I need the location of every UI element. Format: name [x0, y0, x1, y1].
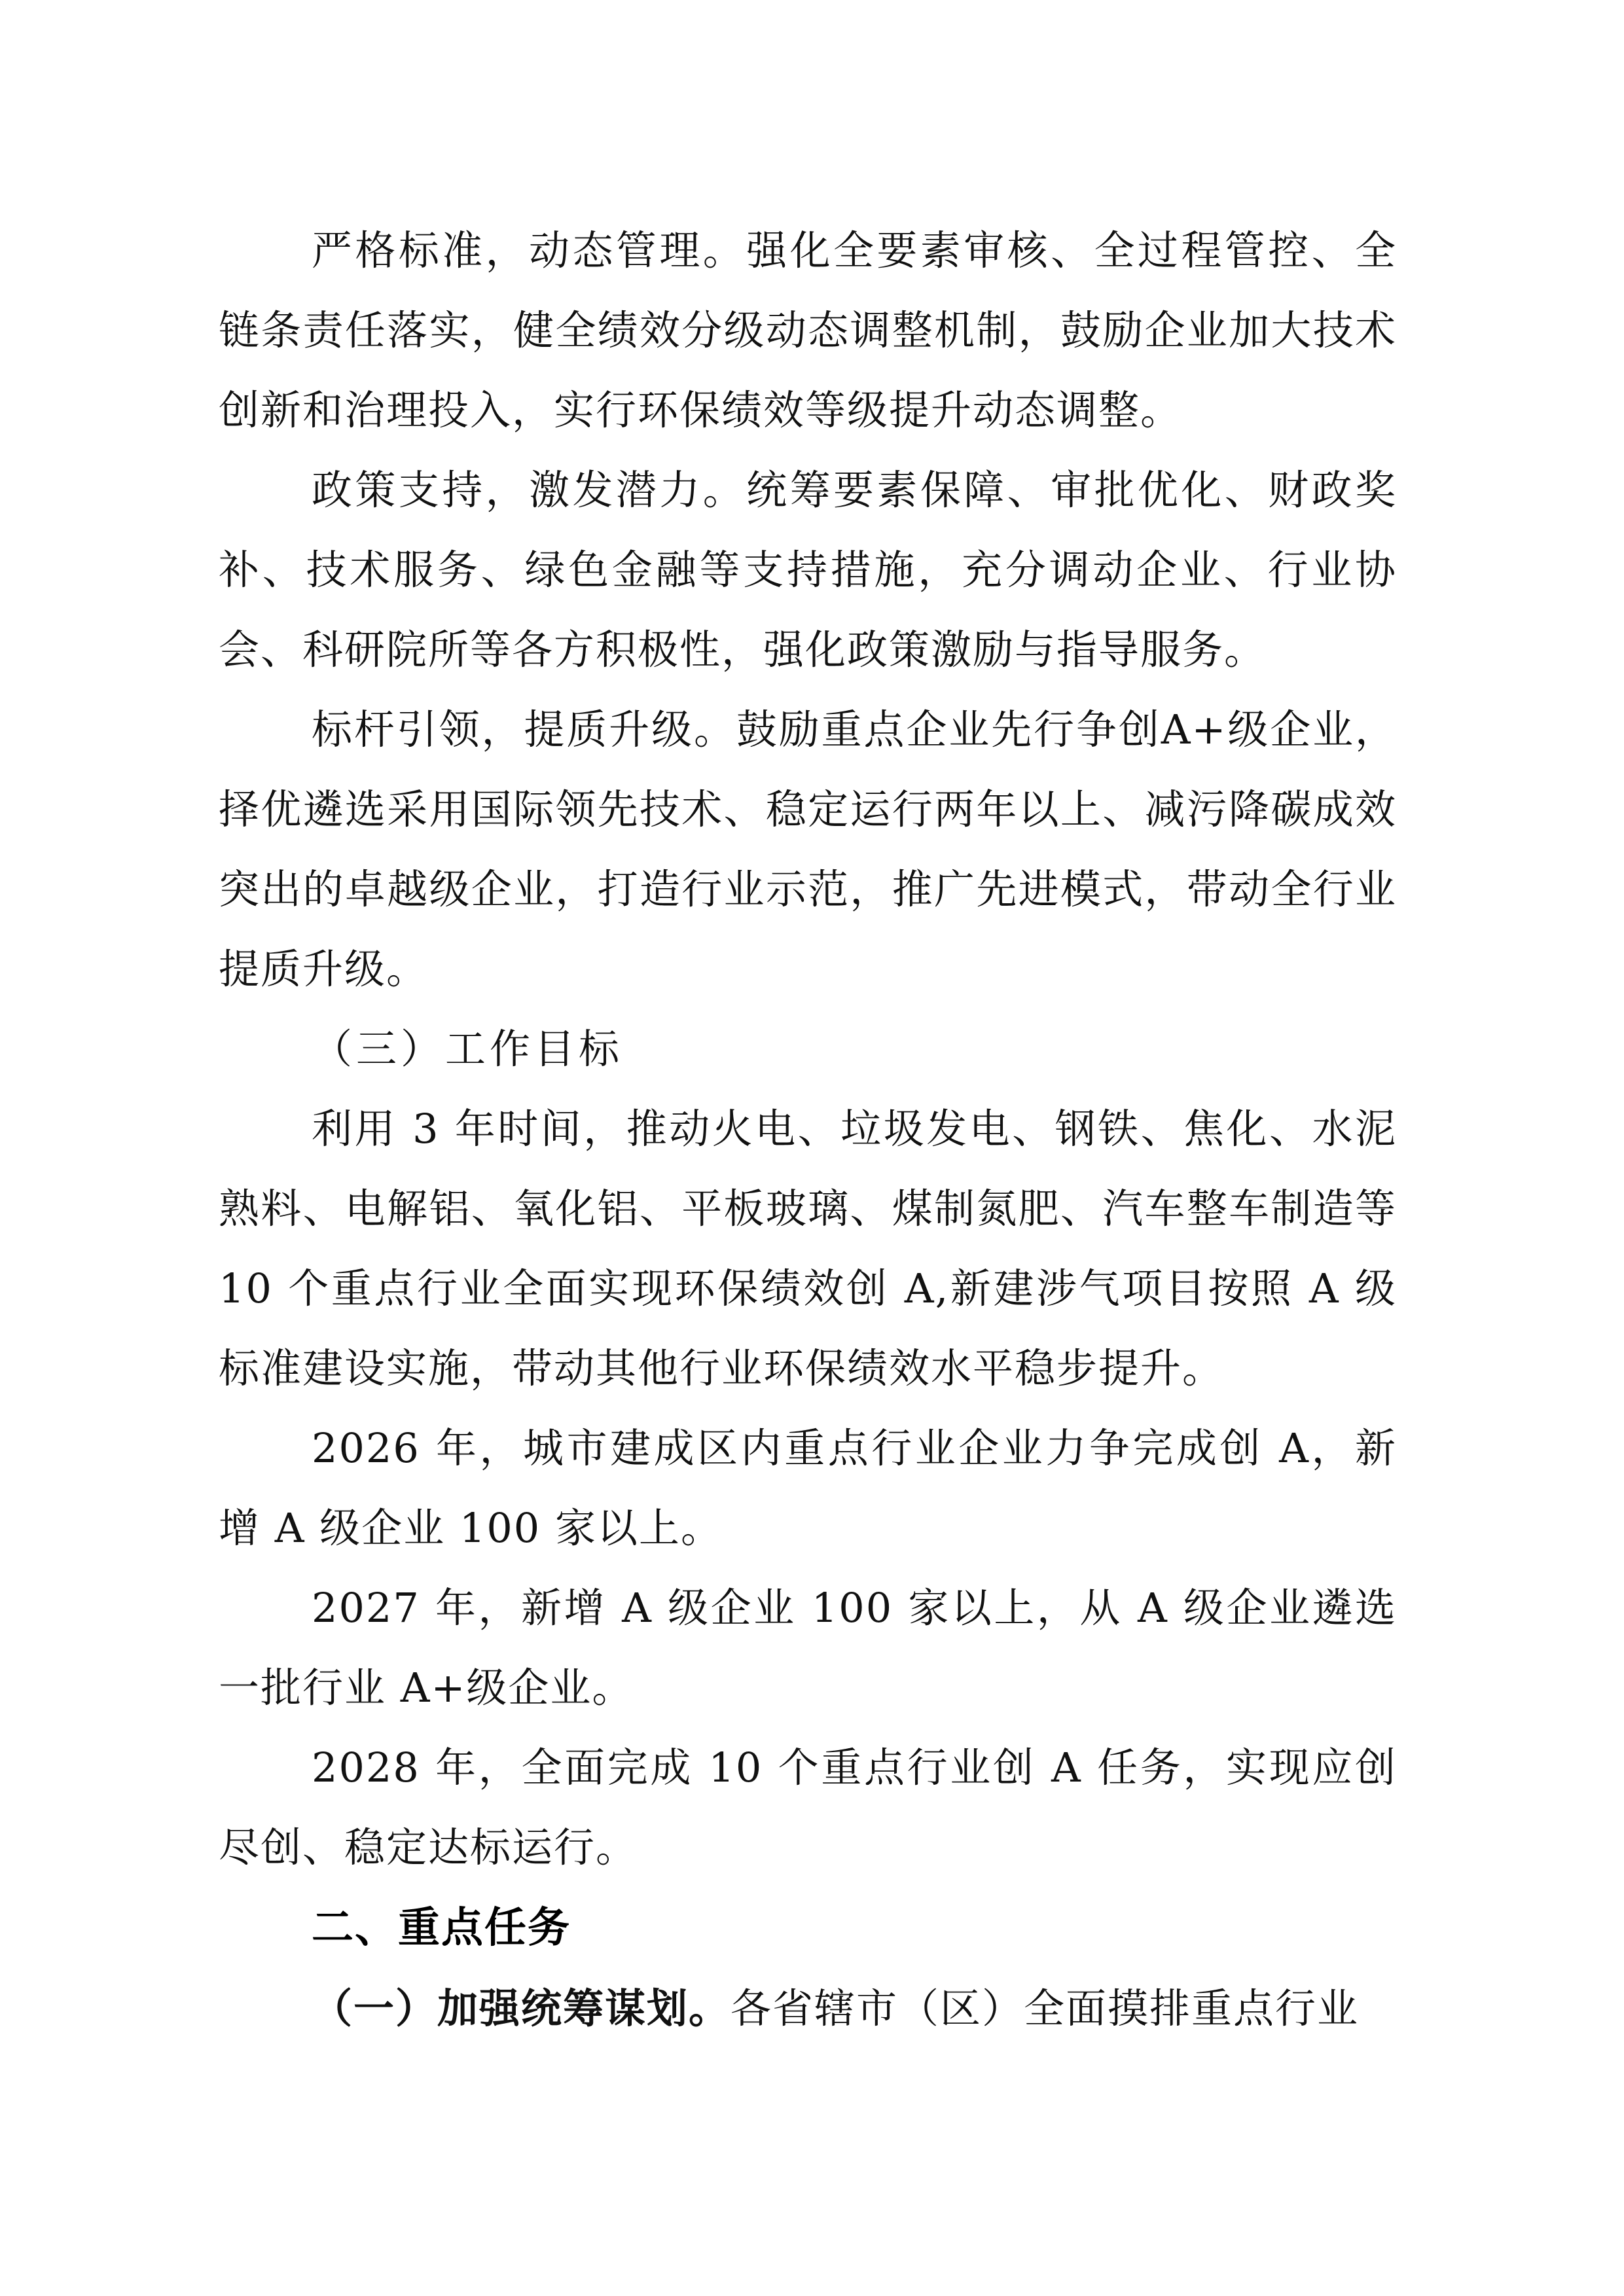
paragraph-benchmark-leading: 标杆引领，提质升级。鼓励重点企业先行争创A+级企业，择优遴选采用国际领先技术、稳定运行两年以上、减污降碳成效突出的卓越级企业，打造行业示范，推广先进模式，带动全行业提质升级。: [219, 706, 1397, 993]
paragraph-2027-goal: 2027 年，新增 A 级企业 100 家以上，从 A 级企业遴选一批行业 A+级企业。: [219, 1584, 1397, 1712]
paragraph-2026-goal: 2026 年，城市建成区内重点行业企业力争完成创 A，新增 A 级企业 100 家以上。: [219, 1424, 1397, 1552]
paragraph-strict-standards: 严格标准，动态管理。强化全要素审核、全过程管控、全链条责任落实，健全绩效分级动态调整机制，鼓励企业加大技术创新和治理投入，实行环保绩效等级提升动态调整。: [219, 226, 1397, 434]
paragraph-three-year-goal: 利用 3 年时间，推动火电、垃圾发电、钢铁、焦化、水泥熟料、电解铝、氧化铝、平板玻璃、煤制氮肥、汽车整车制造等 10 个重点行业全面实现环保绩效创 A,新建涉气项目按照 A 级标准建设实施，带动其他行业环保绩效水平稳步提升。: [219, 1105, 1397, 1392]
paragraph-policy-support: 政策支持，激发潜力。统筹要素保障、审批优化、财政奖补、技术服务、绿色金融等支持措施，充分调动企业、行业协会、科研院所等各方积极性，强化政策激励与指导服务。: [219, 466, 1397, 673]
heading-key-tasks: 二、重点任务: [312, 1904, 571, 1952]
paragraph-2028-goal: 2028 年，全面完成 10 个重点行业创 A 任务，实现应创尽创、稳定达标运行。: [219, 1744, 1397, 1871]
paragraph-coordination-planning: [219, 1969, 1397, 2049]
subheading-work-goals: （三）工作目标: [312, 1025, 624, 1073]
paragraph-rest-text: 各省辖市（区）全面摸排重点行业: [731, 1984, 1360, 2032]
document-body: [219, 211, 1397, 2049]
paragraph-lead-bold: （一）加强统筹谋划。: [312, 1984, 731, 2032]
